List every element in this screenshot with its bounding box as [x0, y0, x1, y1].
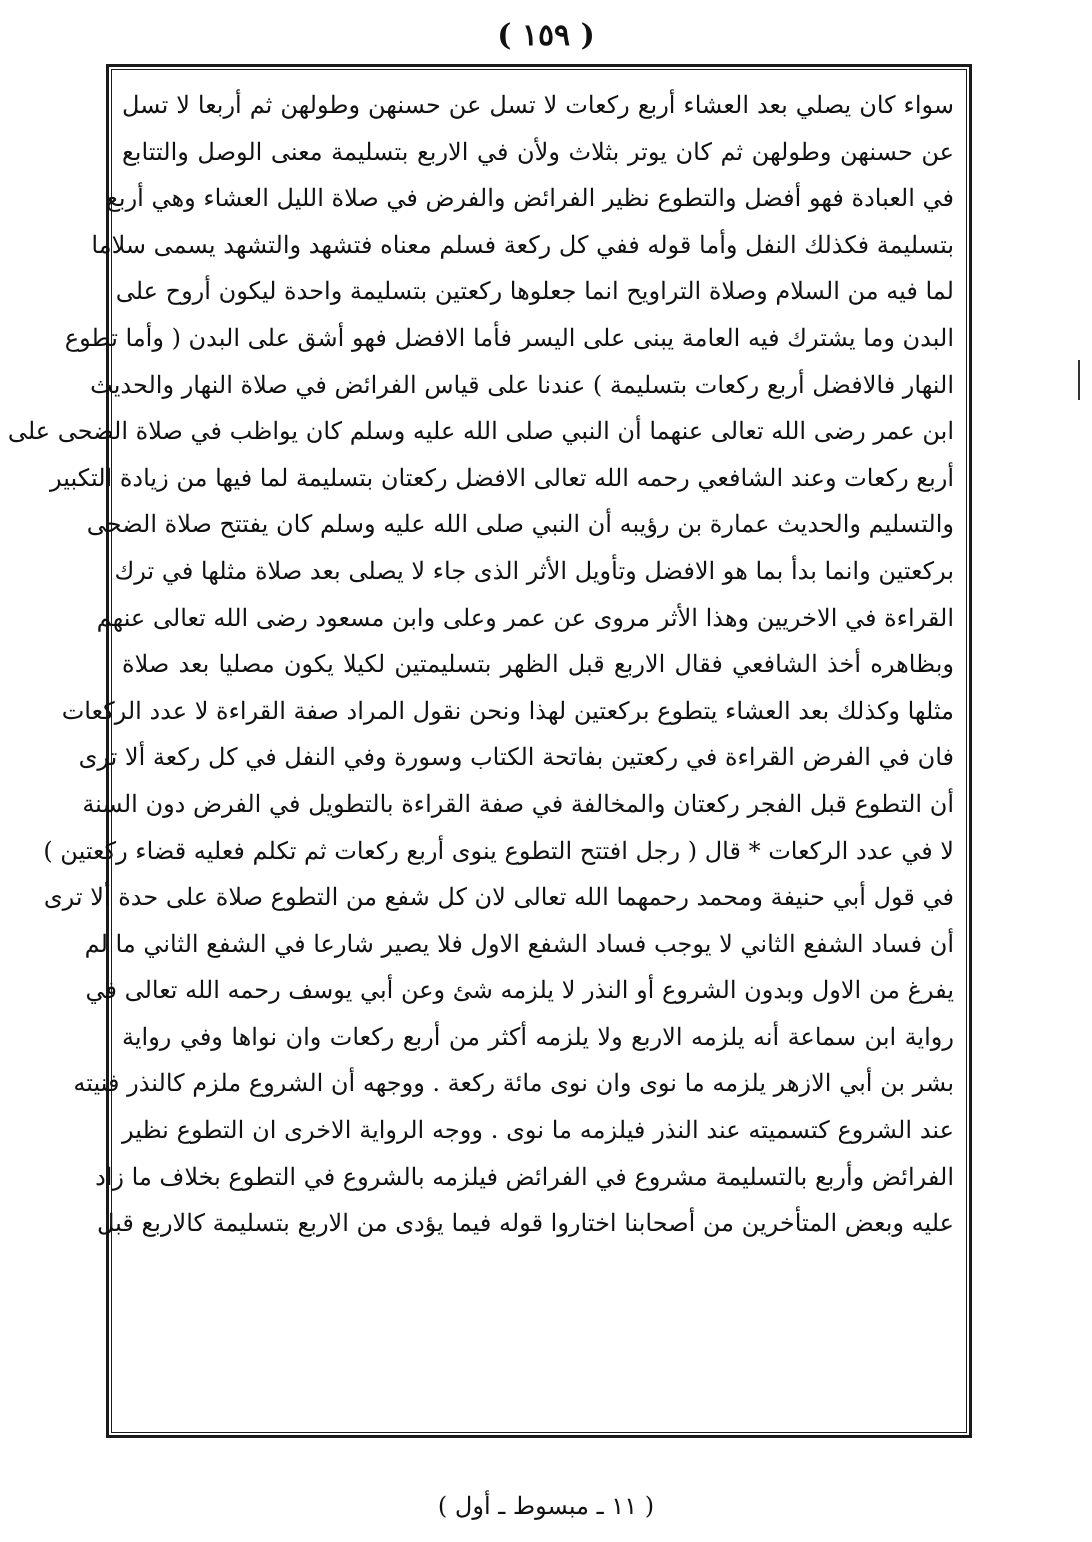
text-line: مثلها وكذلك بعد العشاء يتطوع بركعتين لهذا ونحن نقول المراد صفة القراءة لا عدد الركعات	[61, 696, 954, 725]
page-footer: ( ١١ ـ مبسوط ـ أول )	[437, 1492, 655, 1520]
text-line: عند الشروع كتسميته عند النذر فيلزمه ما نوى . ووجه الرواية الاخرى ان التطوع نظير	[122, 1116, 954, 1145]
page-number: ( ١٥٩ )	[497, 18, 595, 53]
text-line: لما فيه من السلام وصلاة التراويح انما جعلوها ركعتين بتسليمة واحدة ليكون أروح على	[115, 277, 954, 306]
text-line: وبظاهره أخذ الشافعي فقال الاربع قبل الظهر بتسليمتين لكيلا يكون مصليا بعد صلاة	[122, 650, 954, 679]
text-line: بتسليمة فكذلك النفل وأما قوله ففي كل ركعة فسلم معناه فتشهد والتشهد يسمى سلاما	[91, 230, 954, 259]
margin-mark	[1078, 360, 1080, 400]
text-line: سواء كان يصلي بعد العشاء أربع ركعات لا تسل عن حسنهن وطولهن ثم أربعا لا تسل	[122, 91, 954, 119]
body-text	[7, 82, 954, 1247]
text-line: أربع ركعات وعند الشافعي رحمه الله تعالى الافضل ركعتان بتسليمة لما فيها من زيادة التكبير	[50, 463, 954, 492]
text-line: لا في عدد الركعات * قال ( رجل افتتح التطوع ينوى أربع ركعات ثم تكلم فعليه قضاء ركعتين )	[43, 836, 954, 865]
text-line: أن التطوع قبل الفجر ركعتان والمخالفة في صفة القراءة بالتطويل في الفرض دون السنة	[82, 789, 954, 818]
text-line: ابن عمر رضى الله تعالى عنهما أن النبي صلى الله عليه وسلم كان يواظب في صلاة الضحى على	[7, 417, 954, 446]
text-line: القراءة في الاخريين وهذا الأثر مروى عن عمر وعلى وابن مسعود رضى الله تعالى عنهم	[96, 603, 954, 632]
text-line: بركعتين وانما بدأ بما هو الافضل وتأويل الأثر الذى جاء لا يصلى بعد صلاة مثلها في ترك	[114, 556, 954, 585]
text-line: في قول أبي حنيفة ومحمد رحمهما الله تعالى لان كل شفع من التطوع صلاة على حدة ألا ترى	[43, 883, 954, 912]
text-line: بشر بن أبي الازهر يلزمه ما نوى وان نوى مائة ركعة . ووجهه أن الشروع ملزم كالنذر فنيته	[73, 1069, 954, 1098]
text-line: في العبادة فهو أفضل والتطوع نظير الفرائض والفرض في صلاة الليل العشاء وهي أربع	[106, 184, 954, 213]
text-line: أن فساد الشفع الثاني لا يوجب فساد الشفع الاول فلا يصير شارعا في الشفع الثاني ما لم	[84, 929, 954, 958]
text-line: والتسليم والحديث عمارة بن رؤيبه أن النبي صلى الله عليه وسلم كان يفتتح صلاة الضحى	[86, 510, 954, 539]
text-line: رواية ابن سماعة أنه يلزمه الاربع ولا يلزمه أكثر من أربع ركعات وان نواها وفي رواية	[122, 1022, 954, 1051]
text-line: يفرغ من الاول وبدون الشروع أو النذر لا يلزمه شئ وعن أبي يوسف رحمه الله تعالى في	[85, 976, 954, 1005]
text-line: عليه وبعض المتأخرين من أصحابنا اختاروا قوله فيما يؤدى من الاربع بتسليمة كالاربع قبل	[96, 1209, 954, 1238]
text-line: عن حسنهن وطولهن ثم كان يوتر بثلاث ولأن في الاربع بتسليمة معنى الوصل والتتابع	[122, 137, 954, 166]
text-line: النهار فالافضل أربع ركعات بتسليمة ) عندنا على قياس الفرائض في صلاة النهار والحديث	[90, 370, 954, 399]
text-line: فان في الفرض القراءة في ركعتين بفاتحة الكتاب وسورة وفي النفل في كل ركعة ألا ترى	[78, 743, 954, 772]
text-line: البدن وما يشترك فيه العامة يبنى على اليسر فأما الافضل فهو أشق على البدن ( وأما تطوع	[64, 323, 954, 352]
text-line: الفرائض وأربع بالتسليمة مشروع في الفرائض فيلزمه بالشروع في التطوع بخلاف ما زاد	[95, 1162, 954, 1191]
